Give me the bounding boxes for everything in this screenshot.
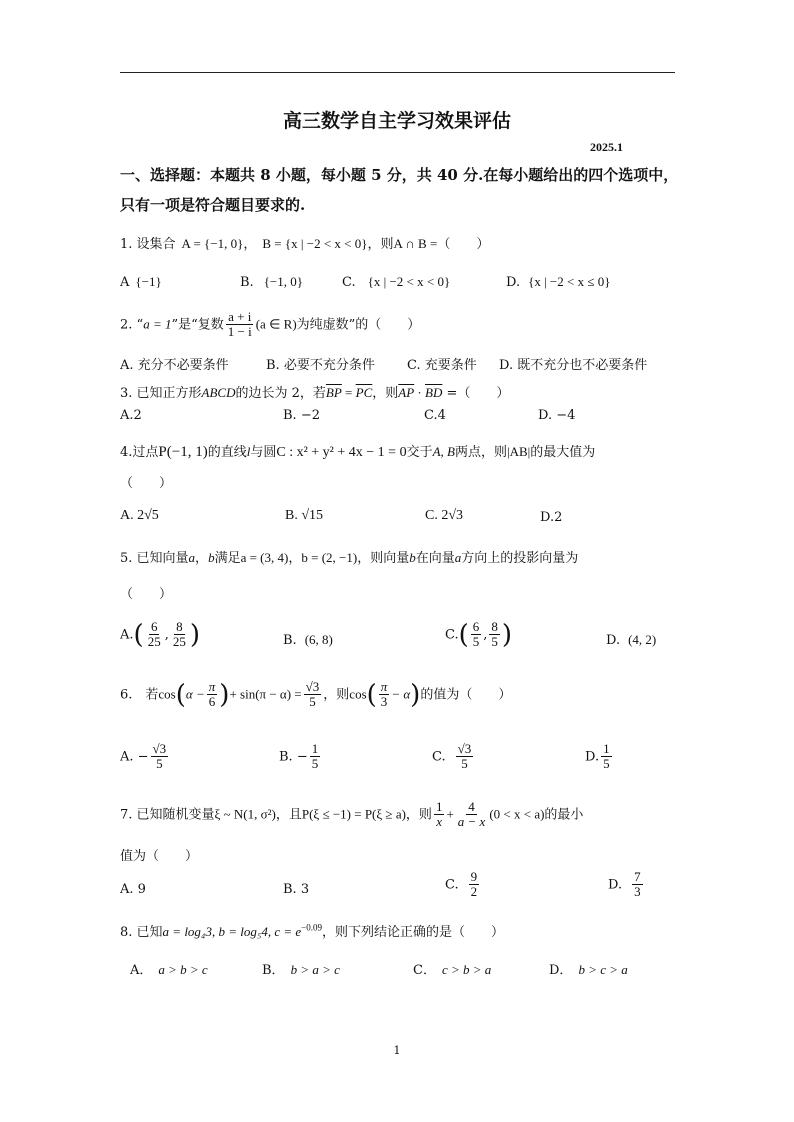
- q4-option-b: B. √15: [285, 508, 324, 523]
- q1-option-c: C. {x | −2 < x < 0}: [342, 274, 451, 290]
- header-rule: [120, 72, 675, 73]
- q4-paren: （ ）: [120, 476, 173, 491]
- q2-option-c: C. 充要条件: [407, 358, 477, 373]
- q3-option-d: D. −4: [538, 408, 576, 423]
- q7-option-d: D. $\frac{7}{3}$: [608, 869, 641, 900]
- q6-option-a: A. − $\frac{√3}{5}$: [120, 741, 167, 772]
- question-2: 2. “a = 1”是“复数 $\frac{a + i}{1 - i}$ (a ∈ R)为纯虚数”的（ ）: [120, 309, 421, 340]
- section-heading-line1: 一、选择题：本题共 8 小题，每小题 5 分，共 40 分.在每小题给出的四个选项中，: [120, 166, 679, 184]
- q6-option-b: B. − $\frac{1}{5}$: [279, 741, 319, 772]
- q6-option-c: C. $\frac{√3}{5}$: [432, 741, 472, 772]
- page-title: 高三数学自主学习效果评估: [282, 110, 511, 132]
- q8-option-a: A． a > b > c: [130, 962, 208, 978]
- q7-line2: 值为（ ）: [120, 849, 199, 864]
- question-5: 5. 已知向量a，b满足a = (3, 4)，b = (2, −1)，则向量b在向量a方向上的投影向量为: [120, 550, 579, 566]
- q1-option-a: A {−1}: [120, 274, 162, 290]
- question-6: 6. 若cos(α − $\frac{\pi}{6}$ )+ sin(π − α) = $\frac{√3}{5}$ ，则cos( $\frac{\pi}{3}$ − α)的值为（ ）: [120, 679, 512, 710]
- q8-option-b: B． b > a > c: [262, 962, 340, 978]
- q5-paren: （ ）: [120, 587, 173, 602]
- q2-option-d: D. 既不充分也不必要条件: [499, 358, 648, 373]
- page-number: 1: [393, 1044, 401, 1057]
- q2-option-b: B. 必要不充分条件: [266, 358, 375, 373]
- q3-option-b: B. −2: [283, 408, 320, 423]
- q5-option-b: B. (6, 8): [283, 632, 333, 648]
- q1-option-b: B. {−1, 0}: [240, 274, 303, 290]
- question-1: 1. 设集合 A = {−1, 0}， B = {x | −2 < x < 0}，则A ∩ B =（ ）: [120, 236, 490, 252]
- q6-option-d: D. $\frac{1}{5}$: [585, 741, 610, 772]
- section-heading-line2: 只有一项是符合题目要求的.: [120, 196, 306, 214]
- q4-option-a: A. 2√5: [120, 508, 159, 523]
- q1-option-d: D. {x | −2 < x ≤ 0}: [506, 274, 611, 290]
- question-3: 3. 已知正方形ABCD的边长为 2，若$\overline{BP} = \overline{PC}$，则$\overline{AP} \cdot \overline{BD}$ =（ ）: [120, 385, 510, 401]
- q3-option-a: A.2: [120, 408, 142, 423]
- q5-option-a: A.( $\frac{6}{25}$ , $\frac{8}{25}$ ): [120, 619, 200, 650]
- question-8: 8. 已知a = log₄3, b = log₅4, $c = e^{-0.09}$，则下列结论正确的是（ ）: [120, 922, 505, 940]
- question-7: 7. 已知随机变量ξ ~ N(1, σ²)，且P(ξ ≤ −1) = P(ξ ≥ a)，则 $\frac{1}{x}$ + $\frac{4}{a - x}$ (0 < x < a)的最小: [120, 799, 584, 830]
- q7-option-b: B. 3: [283, 882, 310, 897]
- q4-option-c: C. 2√3: [425, 508, 464, 523]
- q8-option-c: C． c > b > a: [413, 962, 492, 978]
- question-4: 4.过点P(−1, 1)的直线l与圆C : x² + y² + 4x − 1 = 0交于A, B两点，则|AB|的最大值为: [120, 444, 596, 460]
- exam-date: 2025.1: [590, 140, 623, 154]
- q7-option-a: A. 9: [120, 882, 146, 897]
- q7-option-c: C. $\frac{9}{2}$: [445, 869, 478, 900]
- q8-option-d: D． b > c > a: [549, 962, 628, 978]
- q5-option-d: D. (4, 2): [606, 632, 657, 648]
- q5-option-c: C.( $\frac{6}{5}$ , $\frac{8}{5}$ ): [445, 619, 513, 650]
- q4-option-d: D.2: [540, 510, 563, 525]
- q2-option-a: A. 充分不必要条件: [120, 358, 229, 373]
- q3-option-c: C.4: [424, 408, 446, 423]
